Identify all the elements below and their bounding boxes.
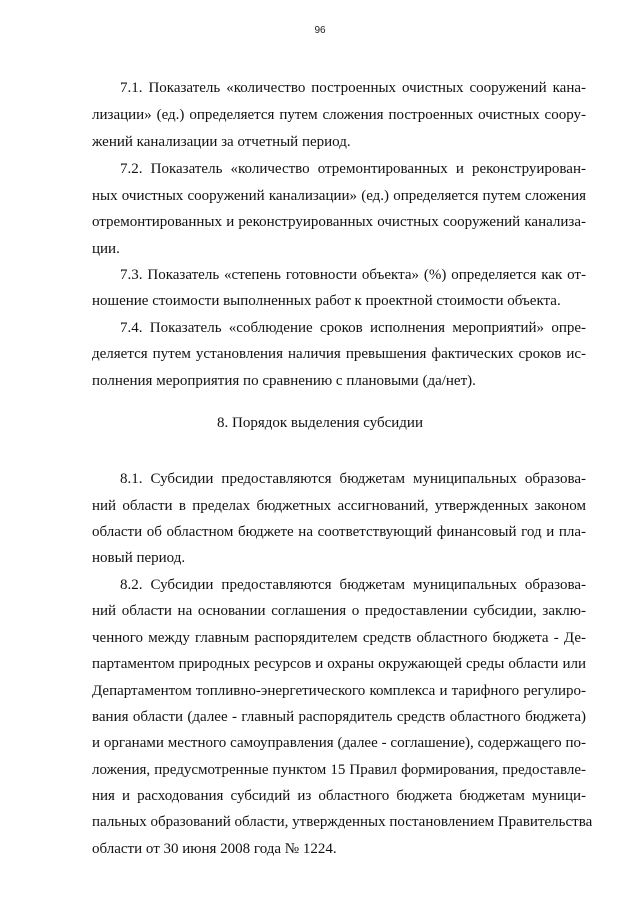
text-line: 7.2. Показатель «количество отремонтированных и реконструирован-: [120, 161, 586, 177]
text-line: жений канализации за отчетный период.: [92, 134, 351, 150]
text-line: 8.2. Субсидии предоставляются бюджетам муниципальных образова-: [120, 577, 586, 593]
text-line: ний области в пределах бюджетных ассигнований, утвержденных законом: [92, 498, 586, 514]
text-line: деляется путем установления наличия превышения фактических сроков ис-: [92, 346, 586, 362]
text-line: пальных образований области, утвержденных постановлением Правительства: [92, 814, 593, 830]
text-line: ложения, предусмотренные пунктом 15 Правил формирования, предоставле-: [92, 762, 586, 778]
text-line: полнения мероприятия по сравнению с плановыми (да/нет).: [92, 373, 476, 389]
text-line: партаментом природных ресурсов и охраны окружающей среды области или: [92, 656, 586, 672]
text-line: ний области на основании соглашения о предоставлении субсидии, заклю-: [92, 603, 586, 619]
text-line: 7.3. Показатель «степень готовности объекта» (%) определяется как от-: [120, 267, 586, 283]
text-line: ния и расходования субсидий из областного бюджета бюджетам муници-: [92, 788, 586, 804]
text-line: 8.1. Субсидии предоставляются бюджетам муниципальных образова-: [120, 471, 586, 487]
text-line: ношение стоимости выполненных работ к проектной стоимости объекта.: [92, 293, 561, 309]
text-line: новый период.: [92, 550, 186, 566]
section-title: 8. Порядок выделения субсидии: [217, 415, 423, 431]
page-number: 96: [314, 25, 326, 36]
text-line: ных очистных сооружений канализации» (ед.) определяется путем сложения: [92, 188, 586, 204]
text-line: вания области (далее - главный распорядитель средств областного бюджета): [92, 709, 586, 725]
text-line: ченного между главным распорядителем средств областного бюджета - Де-: [92, 630, 586, 646]
text-line: лизации» (ед.) определяется путем сложения построенных очистных соору-: [92, 107, 586, 123]
text-line: области об областном бюджете на соответствующий финансовый год и пла-: [92, 524, 586, 540]
text-line: и органами местного самоуправления (далее - соглашение), содержащего по-: [92, 735, 586, 751]
text-line: 7.1. Показатель «количество построенных очистных сооружений кана-: [120, 80, 586, 96]
text-line: Департаментом топливно-энергетического комплекса и тарифного регулиро-: [92, 683, 586, 699]
text-line: ции.: [92, 241, 120, 257]
text-line: 7.4. Показатель «соблюдение сроков исполнения мероприятий» опре-: [120, 320, 586, 336]
text-line: отремонтированных и реконструированных очистных сооружений канализа-: [92, 214, 586, 230]
text-line: области от 30 июня 2008 года № 1224.: [92, 841, 337, 857]
